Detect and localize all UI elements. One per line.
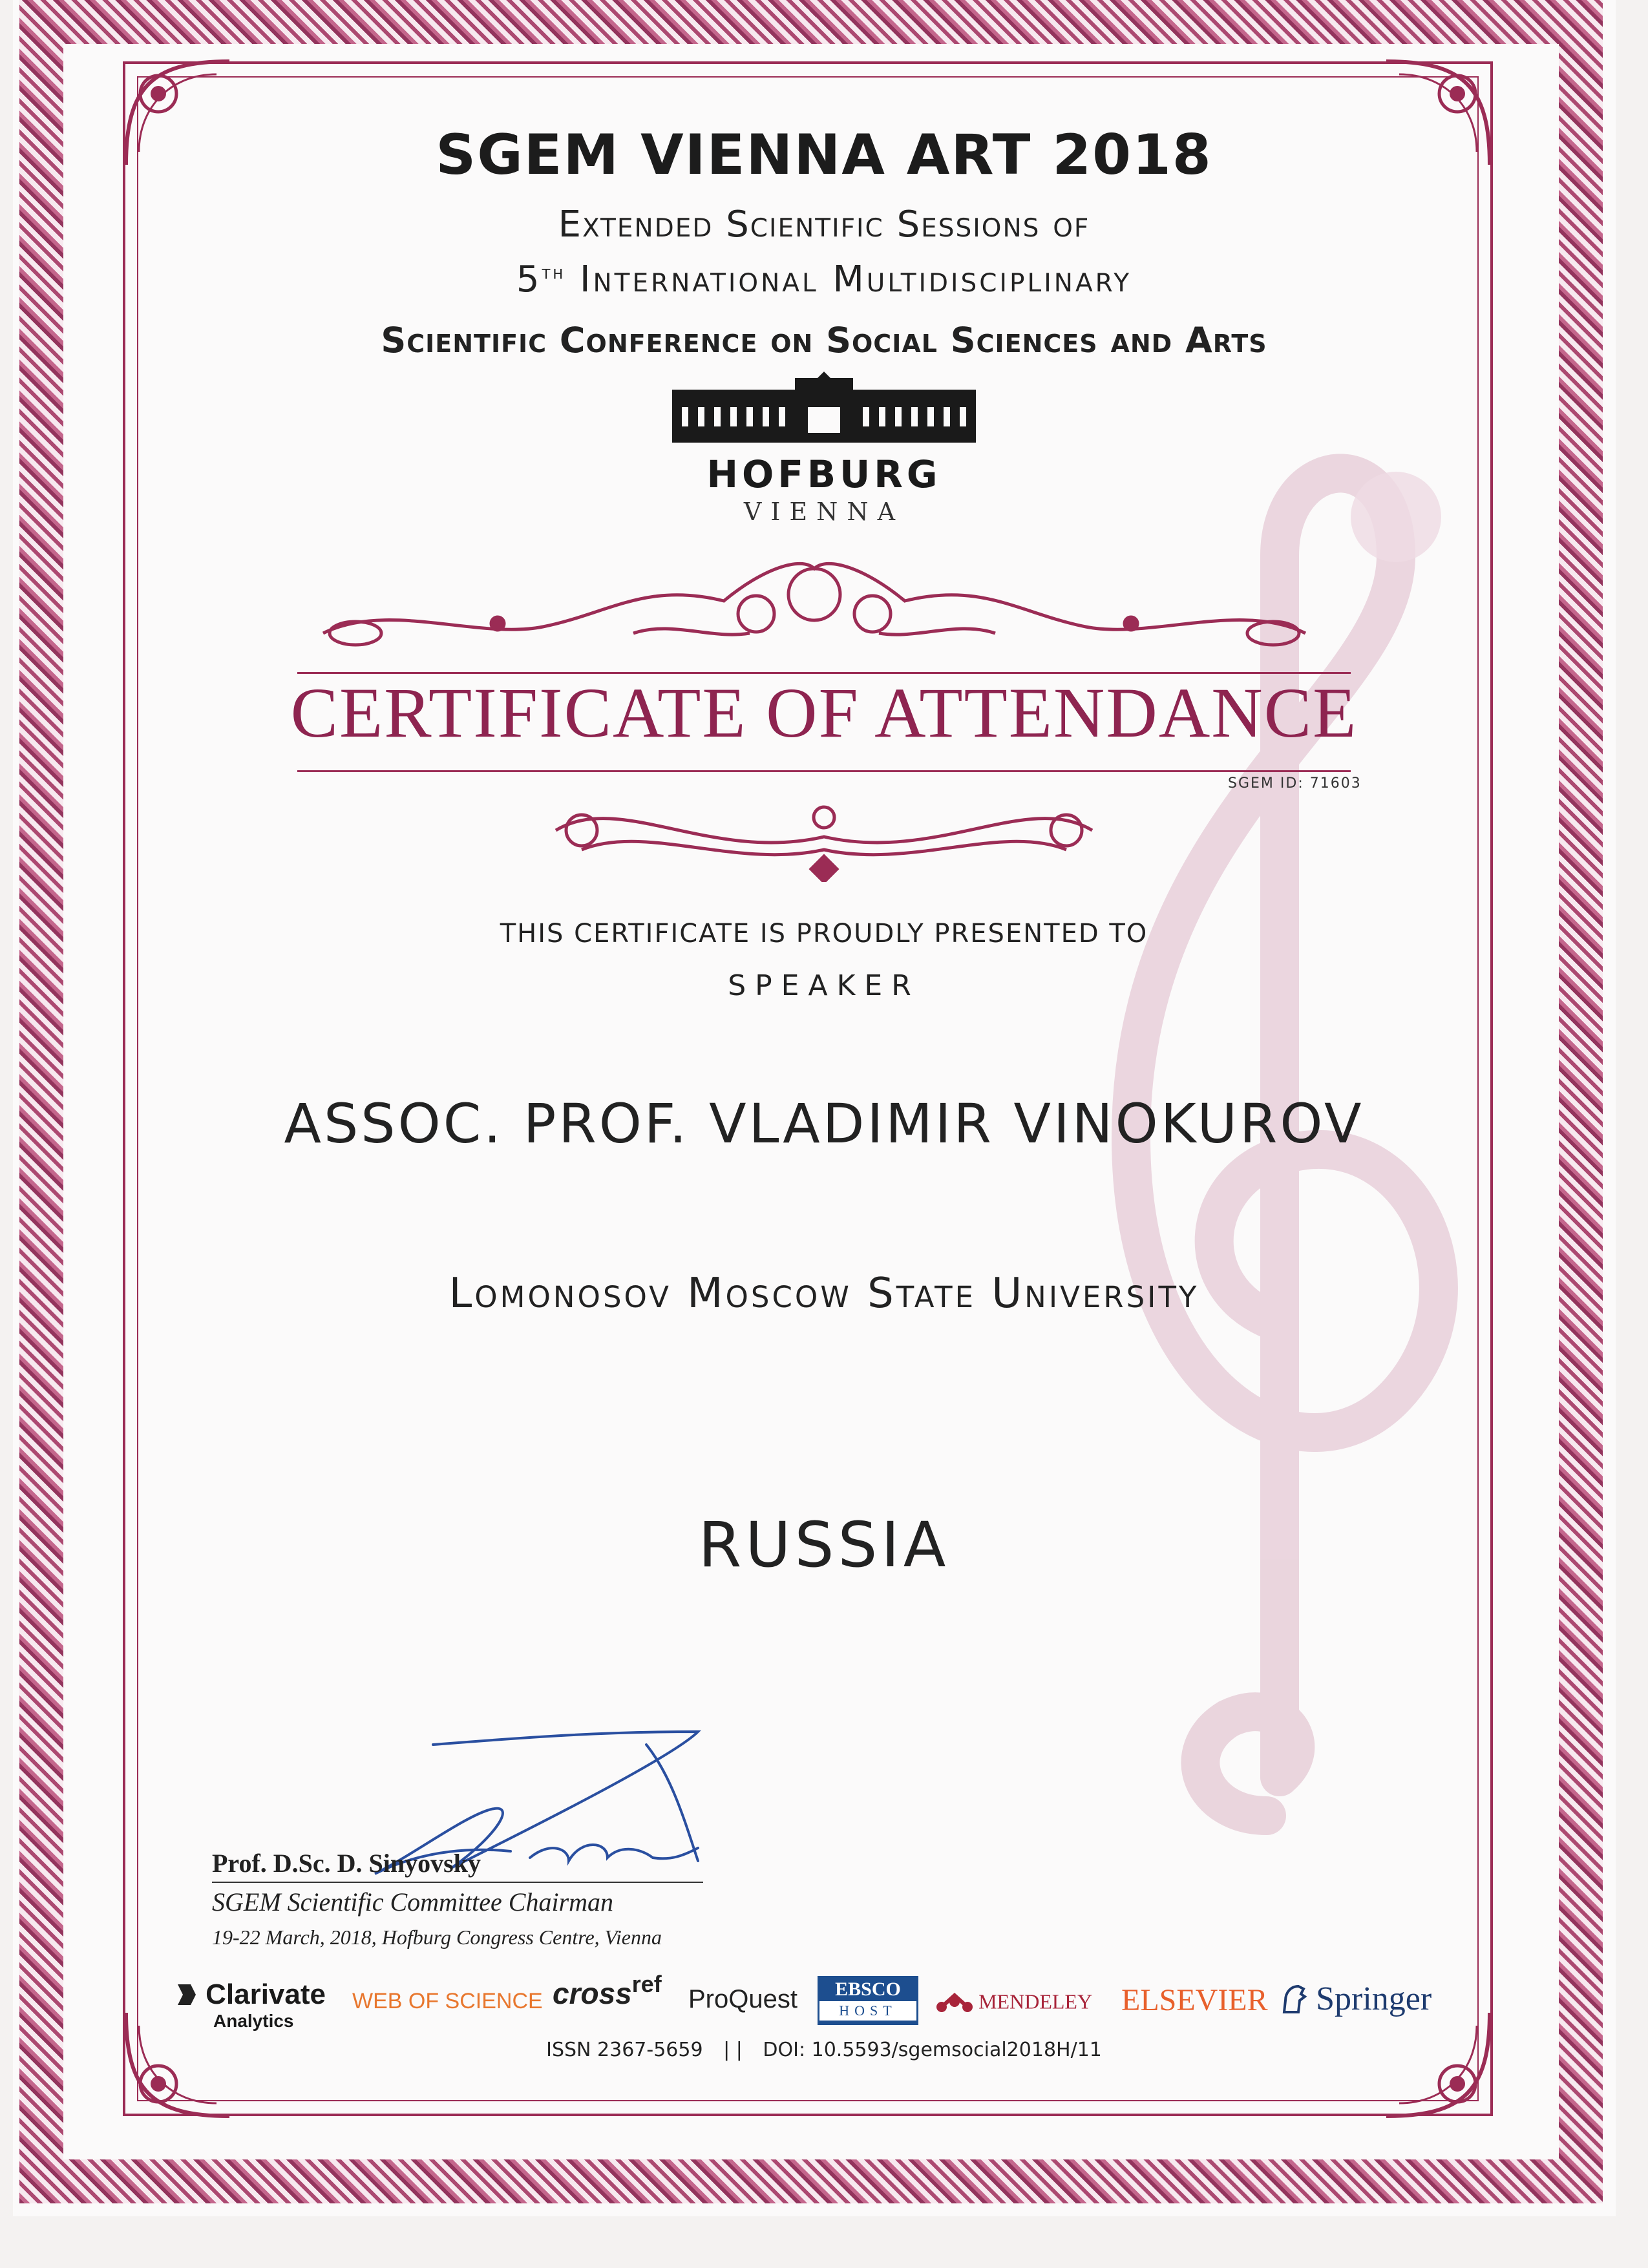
signer-name: Prof. D.Sc. D. Sinyovsky: [212, 1849, 481, 1878]
publication-ids: [0, 2039, 1648, 2061]
flourish-bottom-ornament: [543, 792, 1105, 882]
title-rule-bottom: [297, 770, 1351, 772]
event-date-place: 19-22 March, 2018, Hofburg Congress Centre, Vienna: [212, 1926, 662, 1949]
springer-text: Springer: [1316, 1980, 1432, 2017]
signer-title: SGEM Scientific Committee Chairman: [212, 1887, 614, 1916]
springer-logo: [1276, 1980, 1431, 2018]
mendeley-text: MENDELEY: [978, 1990, 1093, 2013]
subtitle-text: Scientific Conference on Social Sciences and Arts: [381, 320, 1267, 361]
recipient-name: ASSOC. PROF. VLADIMIR VINOKUROV: [284, 1092, 1364, 1155]
certificate-title: CERTIFICATE OF ATTENDANCE: [290, 673, 1358, 752]
event-subtitle-line3: [0, 320, 1648, 361]
subtitle-text: Extended Scientific Sessions of: [558, 204, 1090, 246]
subtitle-text: International Multidisciplinary: [565, 258, 1132, 300]
clarivate-logo: [171, 1979, 326, 2011]
clarivate-mark-icon: [171, 1979, 202, 2010]
springer-horse-icon: [1276, 1981, 1313, 2017]
event-subtitle-line1: [0, 204, 1648, 246]
clarivate-text: Clarivate: [206, 1979, 326, 2010]
clarivate-analytics-text: Analytics: [213, 2011, 294, 2031]
ordinal-number: 5: [516, 258, 542, 300]
recipient-country: RUSSIA: [698, 1509, 950, 1581]
ebsco-text: EBSCO: [835, 1979, 901, 2000]
sponsor-logos-bar: [165, 1971, 1490, 2042]
host-text: HOST: [819, 2001, 916, 2021]
venue-city: VIENNA: [743, 498, 905, 526]
flourish-top-ornament: [310, 543, 1318, 659]
doi-text: DOI: 10.5593/sgemsocial2018H/11: [763, 2039, 1102, 2061]
event-subtitle-line2: [0, 258, 1648, 300]
crossref-ref-text: ref: [631, 1971, 662, 1997]
proquest-logo: ProQuest: [688, 1985, 798, 2013]
certificate-id: SGEM ID: 71603: [1228, 775, 1362, 792]
web-of-science-logo: WEB OF SCIENCE: [352, 1989, 543, 2013]
recipient-role: SPEAKER: [728, 969, 920, 1002]
recipient-university: Lomonosov Moscow State University: [449, 1270, 1199, 1318]
crossref-cross-text: cross: [553, 1977, 632, 2010]
crossref-logo: [553, 1971, 662, 2011]
mendeley-logo: [934, 1989, 1092, 2015]
issn-text: ISSN 2367-5659: [546, 2039, 703, 2061]
elsevier-logo: ELSEVIER: [1121, 1983, 1268, 2017]
presented-to-text: THIS CERTIFICATE IS PROUDLY PRESENTED TO: [500, 919, 1148, 949]
ordinal-suffix: th: [542, 261, 566, 284]
id-separator: | |: [723, 2039, 743, 2061]
mendeley-icon: [934, 1989, 975, 2015]
ebsco-host-logo: [818, 1976, 918, 2025]
venue-name: HOFBURG: [706, 452, 942, 496]
signature-line: [212, 1882, 703, 1883]
hofburg-building-icon: [672, 372, 976, 449]
event-title: SGEM VIENNA ART 2018: [436, 123, 1212, 187]
